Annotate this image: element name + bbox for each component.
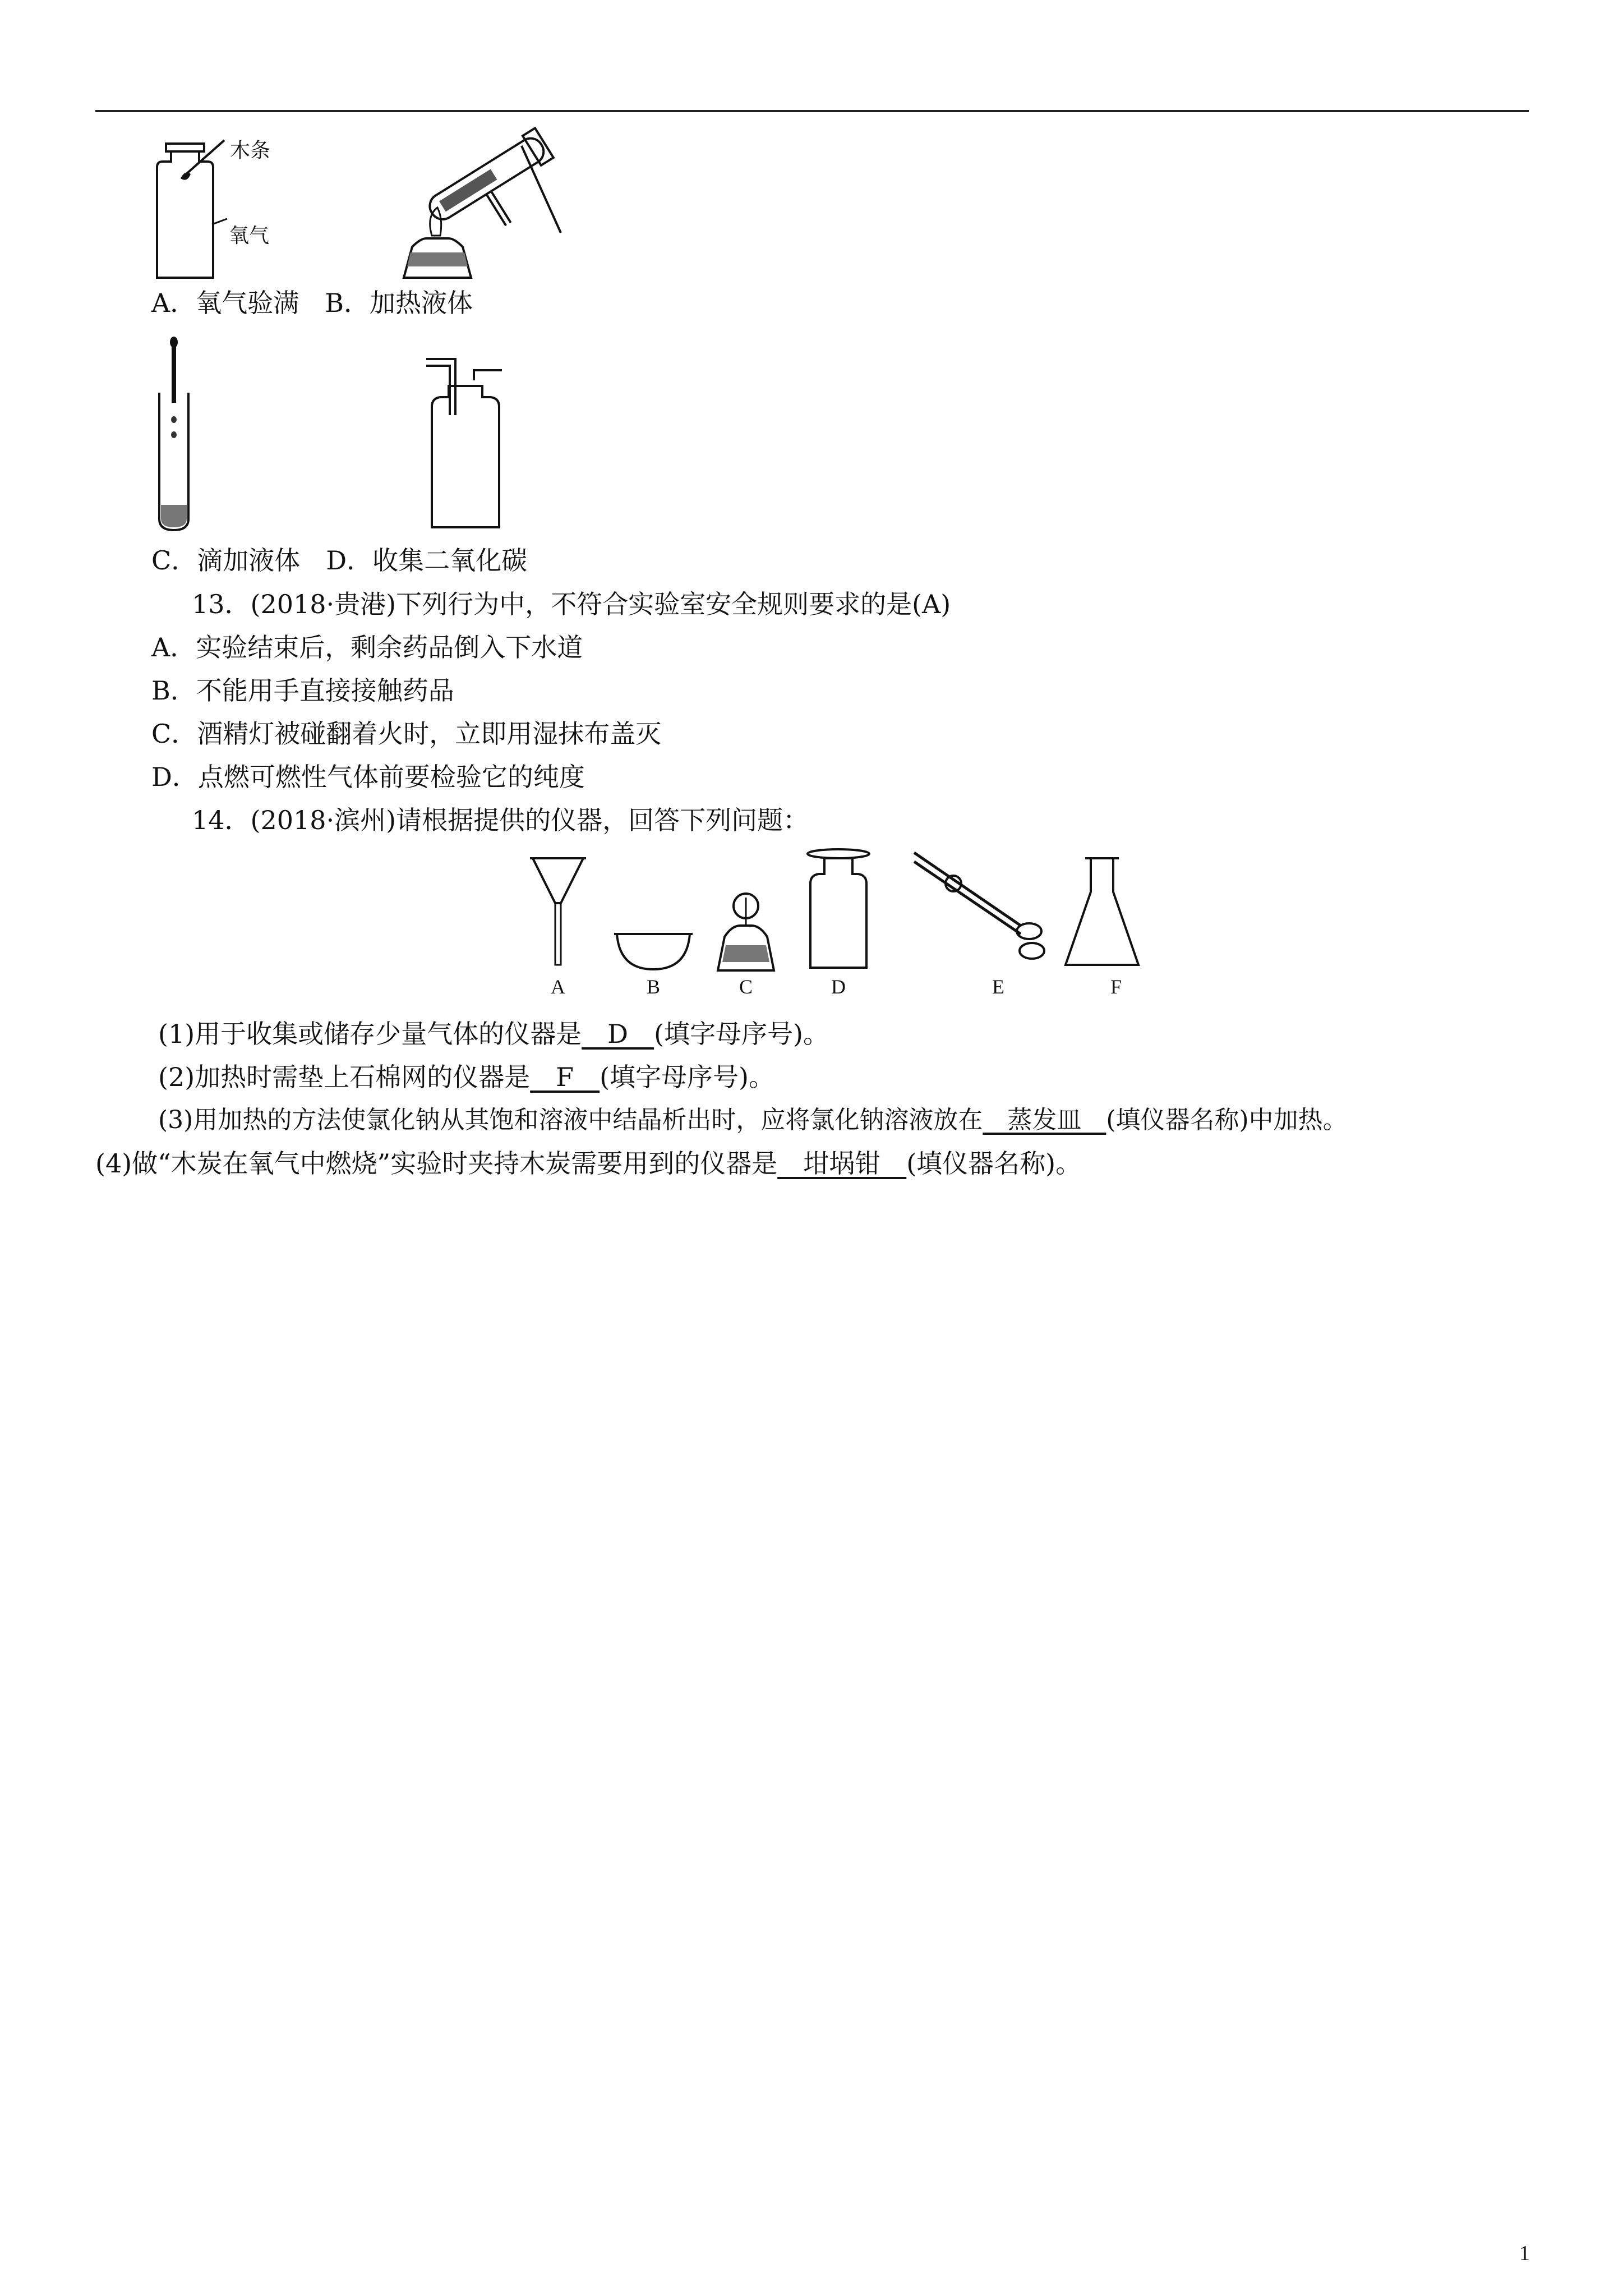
- q13-stem: 13．(2018·贵港)下列行为中，不符合实验室安全规则要求的是(A): [192, 589, 951, 619]
- q13-option-b: B．不能用手直接接触药品: [151, 675, 454, 706]
- conical-flask-drawing: [1066, 858, 1138, 965]
- q14-sub2-answer: __F__: [530, 1062, 600, 1092]
- crucible-tongs-drawing: [914, 853, 1044, 959]
- q13-option-a: A．实验结束后，剩余药品倒入下水道: [151, 632, 583, 662]
- wood-stick-label: 木条: [230, 139, 271, 162]
- instrument-letter-d: D: [831, 976, 846, 998]
- q14-sub4-answer: __坩埚钳__: [777, 1148, 907, 1179]
- q14-sub1-text: (1)用于收集或储存少量气体的仪器是: [158, 1019, 582, 1049]
- page-number: 1: [1519, 2242, 1530, 2265]
- q14-sub4-tail: (填仪器名称)。: [906, 1148, 1082, 1179]
- instrument-letter-b: B: [646, 976, 660, 998]
- instrument-letter-a: A: [551, 976, 565, 998]
- q14-sub4-text: (4)做“木炭在氧气中燃烧”实验时夹持木炭需要用到的仪器是: [95, 1148, 778, 1179]
- q14-sub3-tail: (填仪器名称)中加热。: [1106, 1106, 1348, 1134]
- alcohol-lamp-drawing: [718, 894, 774, 970]
- q14-sub2-text: (2)加热时需垫上石棉网的仪器是: [158, 1062, 531, 1092]
- q14-sub3: [158, 1103, 1348, 1137]
- instrument-letter-c: C: [739, 976, 753, 998]
- evaporating-dish-drawing: [614, 934, 693, 969]
- dropper-tube-figure: [151, 337, 196, 533]
- q12-options-row1: A．氧气验满 B．加热液体: [151, 288, 473, 318]
- funnel-drawing: [530, 858, 586, 965]
- gas-bottle-drawing: [808, 849, 869, 968]
- q13-option-d: D．点燃可燃性气体前要检验它的纯度: [151, 762, 585, 792]
- q14-sub2-tail: (填字母序号)。: [600, 1062, 774, 1092]
- instrument-letter-e: E: [992, 976, 1004, 998]
- q13-option-c: C．酒精灯被碰翻着火时，立即用湿抹布盖灭: [151, 719, 662, 749]
- q14-sub3-text: (3)用加热的方法使氯化钠从其饱和溶液中结晶析出时，应将氯化钠溶液放在: [158, 1106, 983, 1134]
- header-rule: [95, 110, 1529, 112]
- q14-sub4: [95, 1147, 1081, 1180]
- q12-options-row2: C．滴加液体 D．收集二氧化碳: [151, 545, 528, 576]
- instruments-figure: [527, 841, 1150, 976]
- q14-sub1-answer: __D__: [582, 1019, 654, 1049]
- q14-sub1-tail: (填字母序号)。: [654, 1019, 829, 1049]
- q14-sub3-answer: __蒸发皿__: [983, 1106, 1106, 1134]
- oxygen-label: 氧气: [229, 224, 270, 247]
- instrument-letter-f: F: [1110, 976, 1122, 998]
- q14-sub2: [158, 1060, 774, 1094]
- q14-stem: 14．(2018·滨州)请根据提供的仪器，回答下列问题：: [192, 805, 809, 835]
- q14-sub1: [158, 1017, 829, 1051]
- co2-collection-bottle-figure: [421, 353, 516, 533]
- heating-liquid-figure: [387, 112, 578, 286]
